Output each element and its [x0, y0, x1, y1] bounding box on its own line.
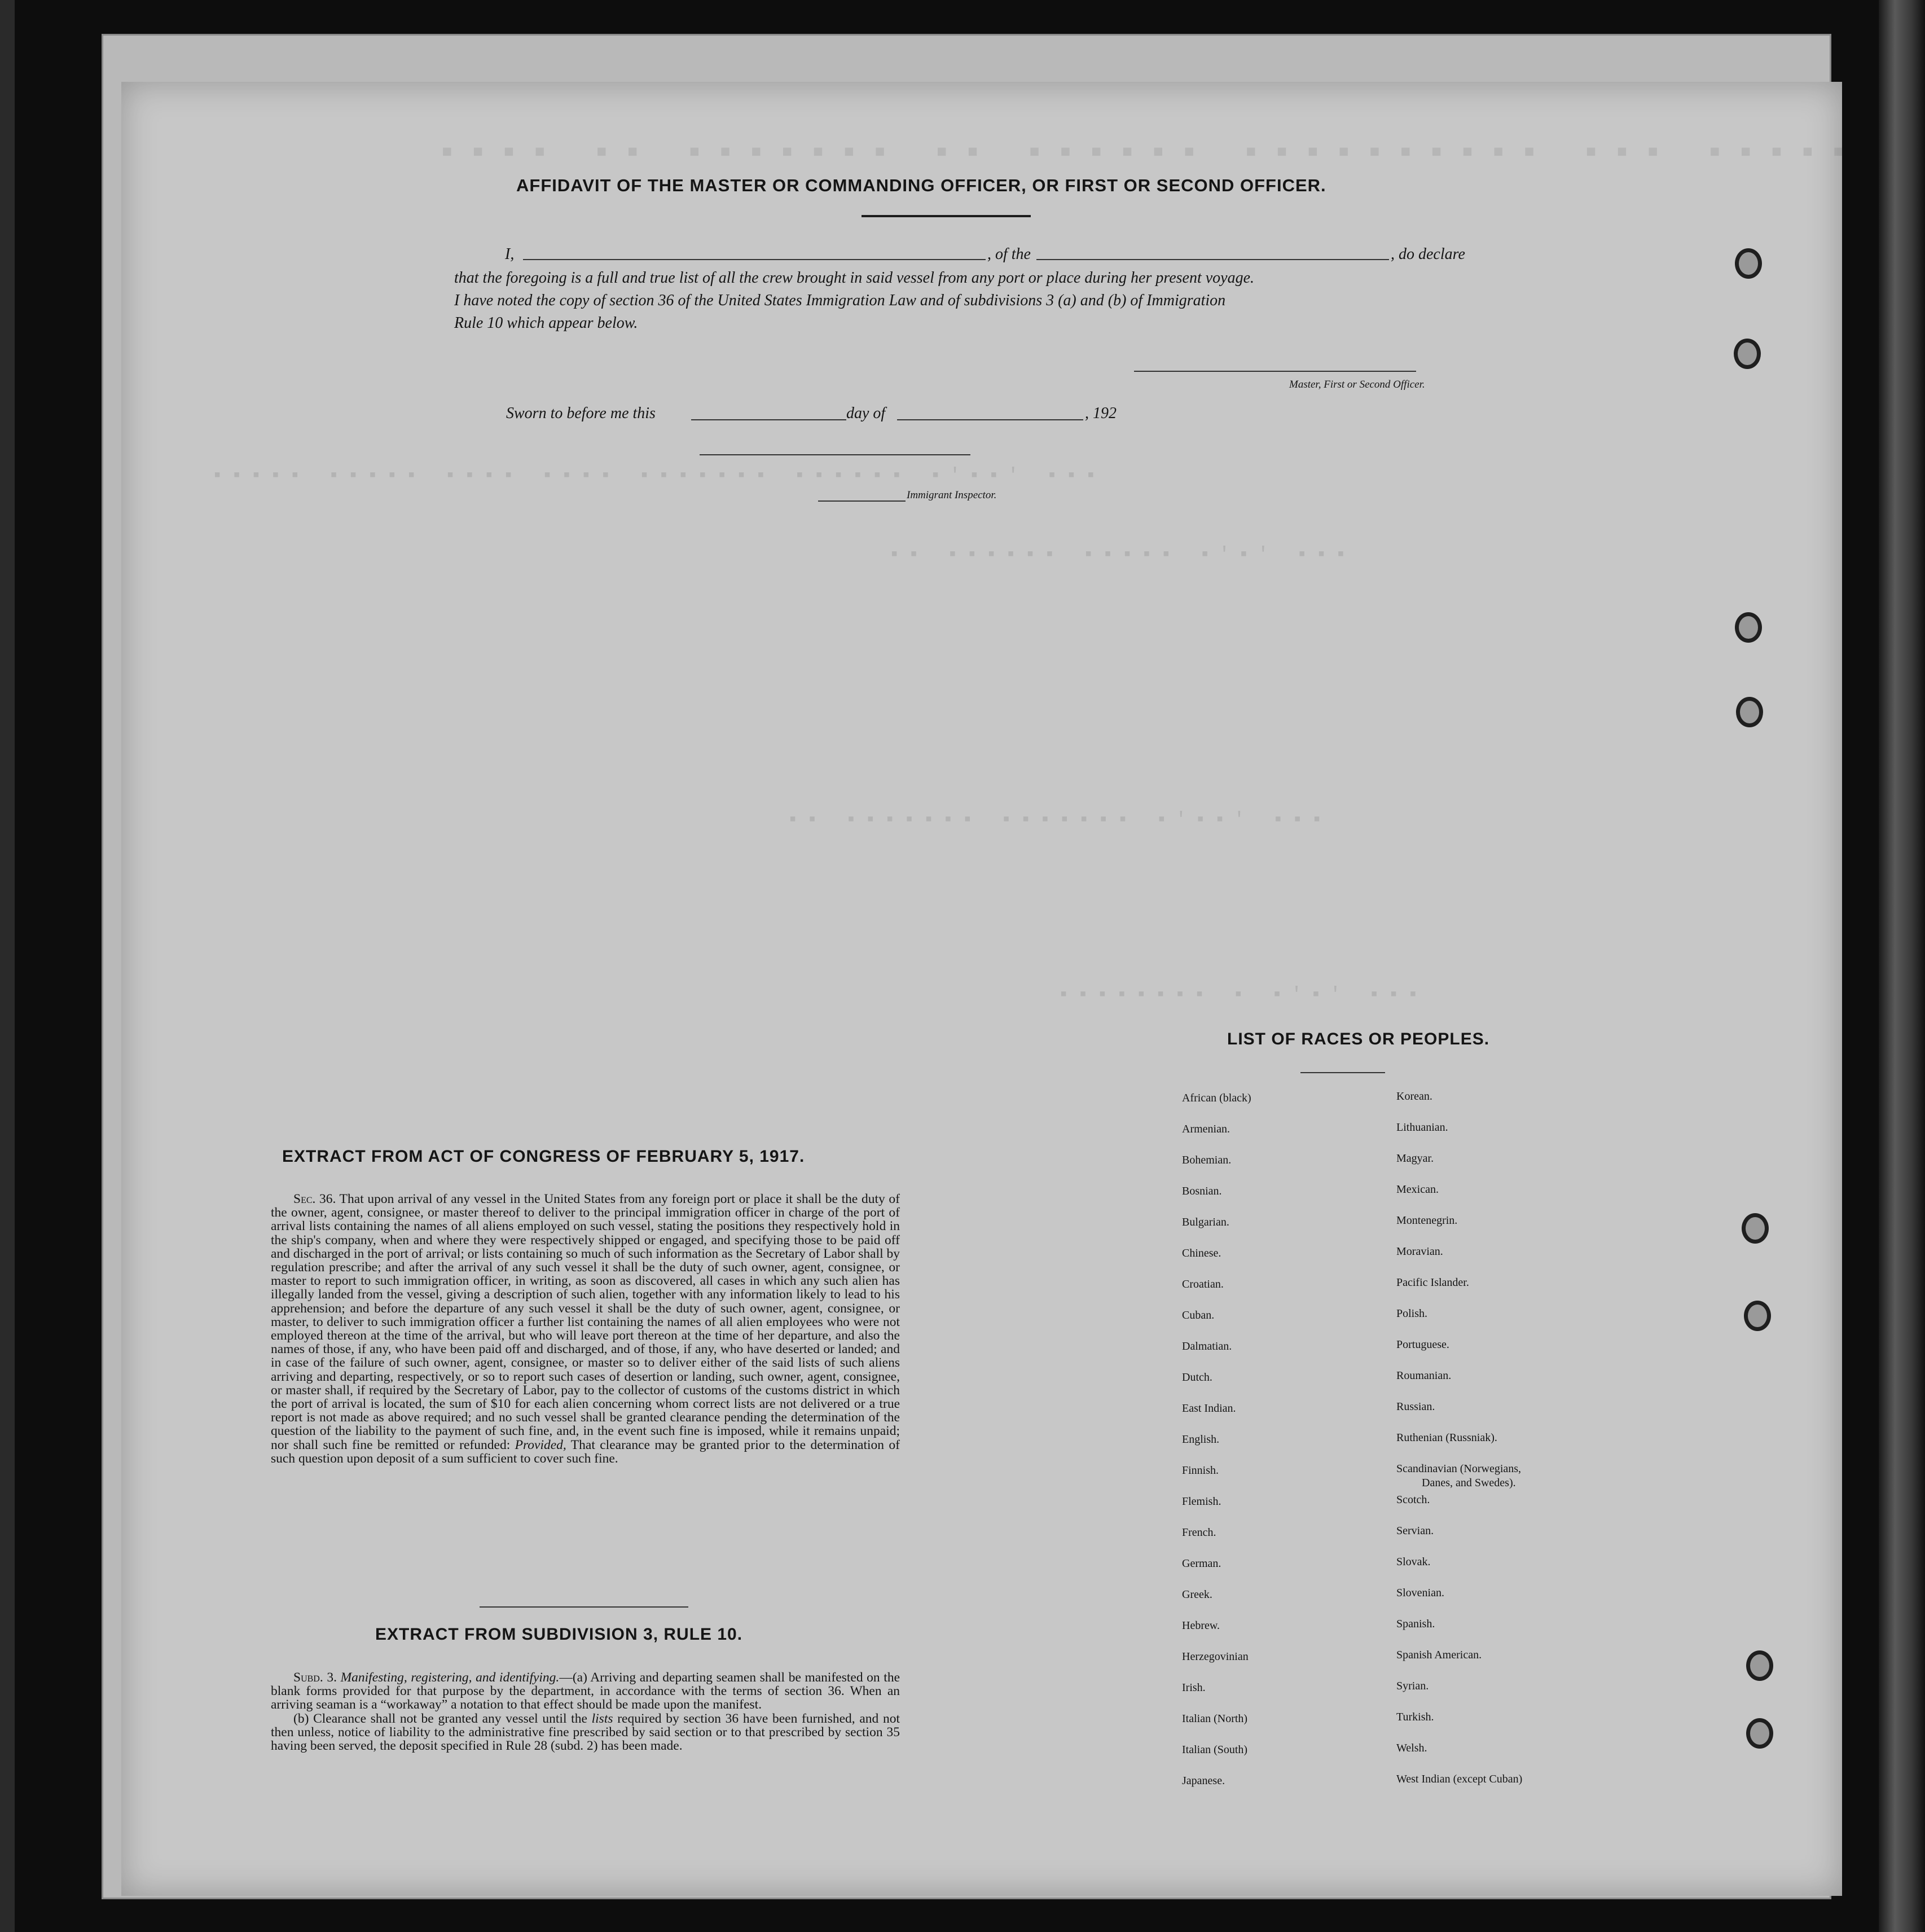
race-item: Bulgarian. — [1182, 1216, 1229, 1228]
bleed-through-row: ▪▪▪▪▪ ▪▪▪▪▪ ▪▪▪▪ ▪▪▪▪ ▪▪▪▪▪▪▪ ▪▪▪▪▪▪ ▪'▪▪' ▪▪▪ — [212, 466, 1105, 487]
race-item: Scandinavian (Norwegians, — [1396, 1463, 1522, 1475]
bleed-through-row: ▪▪▪▪▪▪▪▪ ▪ ▪'▪' ▪▪▪ — [1058, 985, 1427, 1006]
race-item: Dutch. — [1182, 1371, 1212, 1384]
section-divider — [480, 1606, 688, 1608]
affidavit-line-2: that the foregoing is a full and true list of all the crew brought in said vessel from any port or place during her present voyage. — [454, 269, 1255, 287]
subd-para-b-prefix: (b) Clearance shall not be granted any vessel until the — [293, 1711, 587, 1726]
race-item: Finnish. — [1182, 1464, 1219, 1477]
race-item: Greek. — [1182, 1588, 1212, 1601]
punch-hole — [1734, 339, 1761, 369]
affidavit-title: AFFIDAVIT OF THE MASTER OR COMMANDING OFFICER, OR FIRST OR SECOND OFFICER. — [516, 175, 1326, 195]
master-signature-line — [1134, 371, 1416, 372]
race-item: Pacific Islander. — [1396, 1276, 1469, 1289]
bleed-through-row: ▪▪ ▪▪▪▪▪▪▪ ▪▪▪▪▪▪▪ ▪'▪▪' ▪▪▪ — [787, 810, 1331, 831]
race-item: Lithuanian. — [1396, 1121, 1448, 1134]
race-item: English. — [1182, 1433, 1220, 1446]
affidavit-i: I, — [505, 245, 515, 263]
section-36-text — [271, 1192, 900, 1465]
section-body: That upon arrival of any vessel in the United States from any foreign port or place it shall be the duty of the owner, agent, consignee, or master thereof to deliver to the principal immigration officer in charge of the port of arrival lists containing the names of all aliens employed on such vessel, stating the positions they respectively hold in the ship's company, when and where they were respectively shipped or engaged, and specifying those to be paid off and discharged in the port of arrival; or lists containing so much of such information as the Secretary of Labor shall by regulation prescribe; and after the arrival of any such vessel it shall be the duty of such owner, agent, consignee, or master to report to such immigration officer, in writing, as soon as discovered, all cases in which any such alien has illegally landed from the vessel, giving a description of such alien, together with any information likely to lead to his apprehension; and before the departure of any such vessel it shall be the duty of such owner, agent, consignee, or master, to deliver to such immigration officer a further list containing the names of all alien employees who were not employed thereon at the time of the arrival, but who will leave port thereon at the time of her departure, and also the names of those, if any, who have been paid off and discharged, and of those, if any, who have deserted or landed; and in case of the failure of such owner, agent, consignee, or master so to deliver either of the said lists of such aliens arriving and departing, respectively, or so to report such cases of desertion or landing, such owner, agent, consignee, or master shall, if required by the Secretary of Labor, pay to the collector of customs of the customs district in which the port of arrival is located, the sum of $10 for each alien concerning whom correct lists are not delivered or a true report is not made as above required; and no such vessel shall be granted clearance pending the determination of the question of the liability to the payment of such fine, and, in the event such fine is imposed, while it remains unpaid; nor shall such fine be remitted or refunded: — [271, 1192, 900, 1452]
bleed-through-row: ▪▪ ▪▪▪▪▪▪ ▪▪▪▪▪ ▪'▪' ▪▪▪ — [889, 545, 1355, 566]
rule-extract-title: EXTRACT FROM SUBDIVISION 3, RULE 10. — [375, 1625, 743, 1644]
race-item: Chinese. — [1182, 1247, 1221, 1259]
affidavit-line-4: Rule 10 which appear below. — [454, 314, 638, 332]
race-item: Italian (North) — [1182, 1713, 1248, 1725]
punch-hole — [1746, 1718, 1773, 1749]
punch-hole — [1742, 1213, 1769, 1244]
sworn-month-blank — [897, 419, 1083, 420]
film-edge-left — [0, 0, 15, 1932]
punch-hole — [1746, 1650, 1773, 1681]
race-item: Irish. — [1182, 1681, 1206, 1694]
subd-para-b-rest: required by section 36 have been furnished, and not then unless, notice of liability to the administrative fine prescribed by said section or to that prescribed by section 35 having been served, the deposit specified in Rule 28 (subd. 2) has been made. — [271, 1711, 900, 1754]
race-item: West Indian (except Cuban) — [1396, 1773, 1523, 1785]
proviso-word: Provided, — [515, 1437, 566, 1452]
punch-hole — [1744, 1301, 1771, 1331]
sworn-day-of: day of — [846, 405, 886, 422]
document-page — [121, 82, 1860, 1896]
proviso-body: That clearance may be granted prior to the determination of such question upon deposit of a sum sufficient to cover such fine. — [271, 1437, 900, 1466]
race-item: Herzegovinian — [1182, 1650, 1249, 1663]
punch-hole — [1735, 248, 1762, 279]
vessel-blank — [1036, 259, 1389, 260]
race-item: Syrian. — [1396, 1680, 1429, 1692]
race-item: Bosnian. — [1182, 1185, 1222, 1197]
race-item: Russian. — [1396, 1400, 1435, 1413]
sworn-year: , 192 — [1085, 405, 1117, 422]
race-item: French. — [1182, 1526, 1216, 1539]
section-label: Sec. 36. — [293, 1192, 336, 1206]
inspector-signature-line — [700, 454, 970, 455]
race-item: Bohemian. — [1182, 1154, 1232, 1166]
subd-para-b-lists: lists — [591, 1711, 613, 1726]
film-edge-right — [1879, 0, 1925, 1932]
punch-hole — [1735, 612, 1762, 643]
race-item: Welsh. — [1396, 1742, 1427, 1754]
race-item: Danes, and Swedes). — [1422, 1477, 1516, 1489]
subd-heading: Manifesting, registering, and identifying. — [340, 1670, 560, 1685]
race-item: Mexican. — [1396, 1183, 1439, 1196]
name-blank — [523, 259, 986, 260]
affidavit-of-the: , of the — [987, 245, 1031, 263]
affidavit-declare: , do declare — [1391, 245, 1465, 263]
master-caption: Master, First or Second Officer. — [1289, 379, 1425, 390]
race-item: Armenian. — [1182, 1123, 1230, 1135]
races-title: LIST OF RACES OR PEOPLES. — [1227, 1030, 1490, 1048]
inspector-short-line — [818, 500, 906, 502]
race-item: Japanese. — [1182, 1775, 1225, 1787]
race-item: Korean. — [1396, 1090, 1432, 1103]
title-underline — [862, 215, 1031, 217]
race-item: Magyar. — [1396, 1152, 1434, 1165]
race-item: Dalmatian. — [1182, 1340, 1232, 1353]
affidavit-line-3: I have noted the copy of section 36 of the United States Immigration Law and of subdivisions 3 (a) and (b) of Immigration — [454, 292, 1226, 309]
subdivision-3-text — [271, 1671, 900, 1753]
sworn-day-blank — [691, 419, 846, 420]
punch-hole — [1736, 697, 1763, 727]
race-item: Italian (South) — [1182, 1744, 1248, 1756]
race-item: Croatian. — [1182, 1278, 1224, 1290]
race-item: Roumanian. — [1396, 1369, 1452, 1382]
race-item: East Indian. — [1182, 1402, 1236, 1415]
race-item: Montenegrin. — [1396, 1214, 1458, 1227]
subd-label: Subd. 3. — [293, 1670, 337, 1685]
race-item: Flemish. — [1182, 1495, 1221, 1508]
race-item: Moravian. — [1396, 1245, 1443, 1258]
race-item: German. — [1182, 1557, 1221, 1570]
race-item: Turkish. — [1396, 1711, 1434, 1723]
races-divider — [1300, 1072, 1385, 1073]
race-item: Hebrew. — [1182, 1619, 1220, 1632]
bleed-through-heading: ▪▪▪▪ ▪▪ ▪▪▪▪▪▪▪ ▪▪ ▪▪▪▪▪▪ ▪▪▪▪▪▪▪▪▪▪ ▪▪▪ ▪▪▪▪▪ — [437, 135, 1860, 172]
subd-para-a: —(a) Arriving and departing seamen shall be manifested on the blank forms provided for that purpose by the department, in accordance with the terms of section 36. When an arriving seaman is a “workaway” a notation to that effect should be made upon the manifest. — [271, 1670, 900, 1713]
race-item: Polish. — [1396, 1307, 1428, 1320]
sworn-prefix: Sworn to before me this — [506, 405, 656, 422]
act-extract-title: EXTRACT FROM ACT OF CONGRESS OF FEBRUARY 5, 1917. — [282, 1147, 805, 1166]
race-item: Ruthenian (Russniak). — [1396, 1432, 1497, 1444]
race-item: Spanish. — [1396, 1618, 1435, 1630]
race-item: Portuguese. — [1396, 1338, 1449, 1351]
race-item: Slovenian. — [1396, 1587, 1444, 1599]
race-item: Cuban. — [1182, 1309, 1215, 1321]
race-item: African (black) — [1182, 1092, 1251, 1104]
race-item: Spanish American. — [1396, 1649, 1482, 1661]
race-item: Scotch. — [1396, 1494, 1430, 1506]
race-item: Slovak. — [1396, 1556, 1431, 1568]
inspector-caption: Immigrant Inspector. — [907, 489, 997, 501]
race-item: Servian. — [1396, 1525, 1434, 1537]
